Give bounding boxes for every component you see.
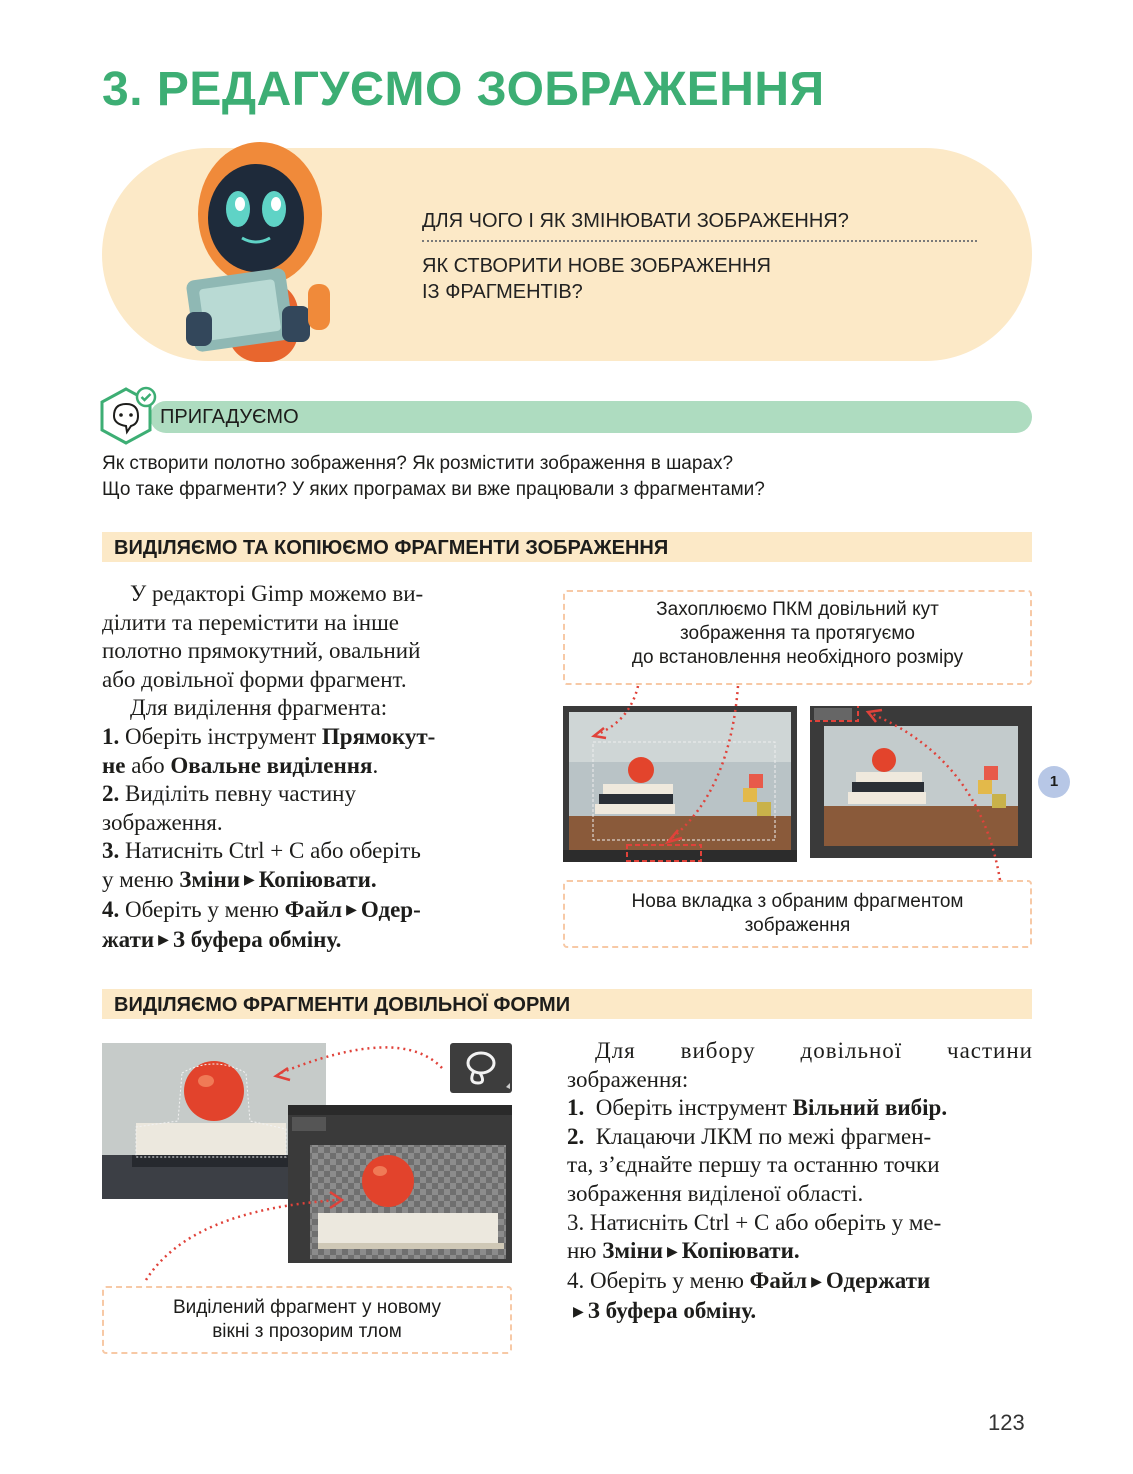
callout-new-tab (563, 880, 1032, 948)
s1-step-4b (102, 926, 514, 956)
s2-step4-a: 4. Оберіть у меню (567, 1268, 744, 1294)
remember-questions (102, 451, 765, 503)
s1-step4-a: Оберіть у меню (125, 896, 279, 922)
section2-text (567, 1037, 1033, 1327)
s2-step3-d: Копіювати. (681, 1238, 800, 1264)
section2-title: ВИДІЛЯЄМО ФРАГМЕНТИ ДОВІЛЬНОЇ ФОРМИ (114, 994, 571, 1016)
question-1: ДЛЯ ЧОГО І ЯК ЗМІНЮВАТИ ЗОБРАЖЕННЯ? (422, 210, 849, 232)
s2-step1-a: Оберіть інструмент (595, 1095, 787, 1121)
s1-step3-c: Зміни (179, 866, 240, 892)
menu-arrow-icon: ▶ (346, 903, 357, 919)
s1-step4-b: Файл (284, 896, 343, 922)
remember-line-2: Що таке фрагменти? У яких програмах ви вже працювали з фрагментами? (102, 479, 765, 500)
s2-step4-b: Файл (749, 1268, 808, 1294)
s2-step1-b: Вільний вибір. (792, 1095, 948, 1121)
s1-step-2b: зображення. (102, 809, 223, 835)
section1-text (102, 580, 514, 956)
s2-step-3b (567, 1237, 1033, 1267)
fragment-arrows (100, 1030, 460, 1290)
s1-step4-c: Одер- (360, 896, 421, 922)
s2-intro-2: зображення: (567, 1066, 689, 1092)
question-2-line-1: ЯК СТВОРИТИ НОВЕ ЗОБРАЖЕННЯ (422, 255, 771, 277)
s2-step-1 (567, 1094, 1033, 1123)
s1-step3-b: у меню (102, 866, 174, 892)
callout-s2-line-1: Виділений фрагмент у новому (172, 1297, 442, 1318)
s2-intro-1: Для вибору довільної частини (595, 1038, 1033, 1063)
remember-line-1: Як створити полотно зображення? Як розмістити зображення в шарах? (102, 453, 734, 474)
s1-step4-e: З буфера обміну. (172, 926, 342, 952)
s1-line-2: полотно прямокутний, овальний (102, 638, 421, 664)
s1-step3-num: 3. (102, 838, 120, 864)
s1-line-4: Для виділення фрагмента: (130, 695, 388, 721)
s2-step2-a: Клацаючи ЛКМ по межі фрагмен- (595, 1123, 932, 1149)
s2-step-2 (567, 1123, 1033, 1152)
callout-bottom-line-2: зображення (744, 915, 851, 936)
s1-step1-a: Оберіть інструмент (125, 723, 317, 749)
callout-drag-corner (563, 590, 1032, 685)
menu-arrow-icon: ▶ (243, 873, 255, 889)
callout-bottom-line-1: Нова вкладка з обраним фрагментом (631, 891, 964, 912)
question-2-line-2: ІЗ ФРАГМЕНТІВ? (422, 281, 583, 303)
s1-step-1 (102, 723, 514, 752)
s1-step1-num: 1. (102, 723, 120, 749)
menu-arrow-icon: ▶ (573, 1304, 584, 1320)
s2-step-2c: зображення виділеної області. (567, 1180, 864, 1206)
s1-step2-a: Виділіть певну частину (125, 781, 356, 807)
figure-number-badge: 1 (1038, 766, 1070, 798)
s1-line-0: У редакторі Gimp можемо ви- (130, 581, 424, 606)
s1-step3-a: Натисніть Ctrl + C або оберіть (125, 838, 421, 864)
s1-line-3: або довільної форми фрагмент. (102, 666, 407, 692)
menu-arrow-icon: ▶ (666, 1244, 678, 1260)
question-2 (422, 253, 771, 305)
callout-transparent-fragment (102, 1286, 512, 1354)
menu-arrow-icon: ▶ (811, 1274, 822, 1290)
callout-top-line-1: Захоплюємо ПКМ довільний кут (656, 599, 939, 620)
s2-step-4b (567, 1297, 1033, 1327)
s2-step3-b: ню (567, 1238, 597, 1264)
s1-step-3b (102, 866, 514, 896)
s1-line-1: ділити та перемістити на інше (102, 609, 400, 635)
s1-step4-num: 4. (102, 896, 120, 922)
robot-illustration (170, 134, 350, 374)
s1-step1-e: Овальне виділення (170, 752, 373, 778)
s1-step-4 (102, 896, 514, 926)
s2-step1-num: 1. (567, 1095, 585, 1121)
s2-step-4 (567, 1267, 1033, 1297)
remember-icon (100, 386, 158, 446)
callout-top-line-2: зображення та протягуємо (680, 623, 915, 644)
s1-step1-c: не (102, 752, 126, 778)
s1-step-2 (102, 780, 514, 809)
s1-step3-d: Копіювати. (258, 866, 377, 892)
menu-arrow-icon: ▶ (158, 933, 169, 949)
callout-arrows (560, 680, 1040, 880)
s1-step-3 (102, 837, 514, 866)
page-number: 123 (988, 1410, 1025, 1435)
s1-step1-b: Прямокут- (321, 723, 436, 749)
s2-step3-c: Зміни (602, 1238, 663, 1264)
s1-step-1b: не або Овальне виділення. (102, 752, 379, 778)
section1-title: ВИДІЛЯЄМО ТА КОПІЮЄМО ФРАГМЕНТИ ЗОБРАЖЕННЯ (114, 537, 669, 559)
remember-label: ПРИГАДУЄМО (160, 406, 299, 428)
s2-step-2b: та, з’єднайте першу та останню точки (567, 1152, 940, 1178)
s1-step4-d: жати (102, 926, 155, 952)
dotted-divider (422, 240, 977, 242)
s1-step1-d: або (131, 752, 165, 778)
s1-step2-num: 2. (102, 781, 120, 807)
s2-step-3: 3. Натисніть Ctrl + C або оберіть у ме- (567, 1209, 942, 1235)
s2-step2-num: 2. (567, 1123, 585, 1149)
page-title: 3. РЕДАГУЄМО ЗОБРАЖЕННЯ (102, 63, 825, 116)
s2-step4-c: Одержати (825, 1268, 931, 1294)
callout-top-line-3: до встановлення необхідного розміру (631, 647, 964, 668)
callout-s2-line-2: вікні з прозорим тлом (212, 1321, 402, 1342)
s2-step4-d: З буфера обміну. (587, 1298, 757, 1324)
